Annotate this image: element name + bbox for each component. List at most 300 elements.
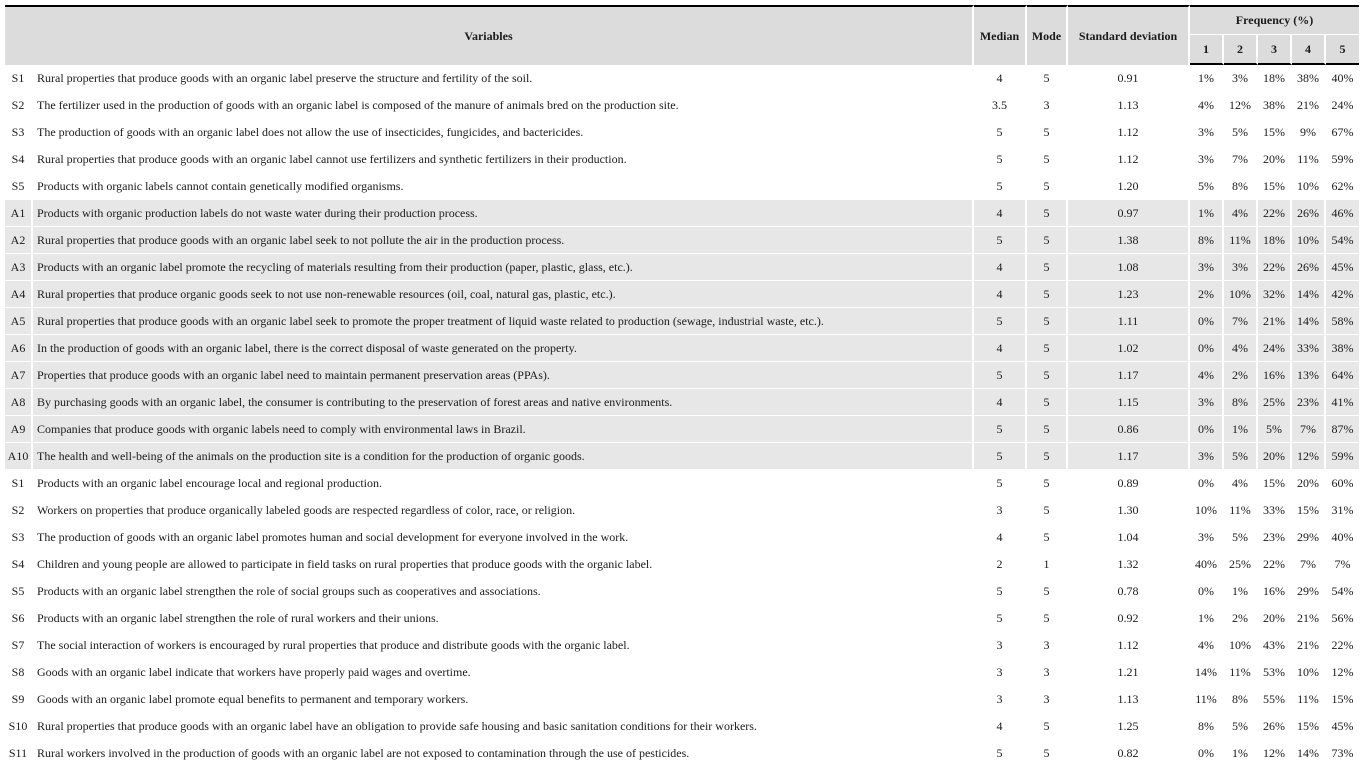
frequency-3: 24%: [1258, 335, 1292, 362]
frequency-3: 15%: [1258, 173, 1292, 200]
median-value: 4: [974, 389, 1027, 416]
frequency-1: 4%: [1190, 362, 1224, 389]
frequency-3: 16%: [1258, 362, 1292, 389]
median-value: 5: [974, 308, 1027, 335]
frequency-3: 5%: [1258, 416, 1292, 443]
frequency-1: 4%: [1190, 632, 1224, 659]
sd-value: 0.82: [1068, 740, 1190, 767]
header-scale-3: 3: [1258, 34, 1292, 65]
median-value: 5: [974, 605, 1027, 632]
frequency-3: 18%: [1258, 227, 1292, 254]
mode-value: 5: [1027, 605, 1068, 632]
frequency-3: 20%: [1258, 605, 1292, 632]
sd-value: 1.15: [1068, 389, 1190, 416]
table-row: [5, 65, 1359, 92]
frequency-3: 18%: [1258, 65, 1292, 92]
frequency-2: 10%: [1224, 281, 1258, 308]
frequency-1: 0%: [1190, 740, 1224, 767]
frequency-5: 60%: [1326, 470, 1359, 497]
variable-id: A7: [5, 362, 33, 389]
frequency-5: 58%: [1326, 308, 1359, 335]
median-value: 4: [974, 65, 1027, 92]
sd-value: 1.23: [1068, 281, 1190, 308]
median-value: 3.5: [974, 92, 1027, 119]
median-value: 5: [974, 443, 1027, 470]
frequency-2: 11%: [1224, 659, 1258, 686]
mode-value: 5: [1027, 173, 1068, 200]
sd-value: 0.89: [1068, 470, 1190, 497]
frequency-4: 7%: [1292, 551, 1326, 578]
variable-text: Products with an organic label strengthen the role of rural workers and their unions.: [33, 605, 974, 632]
frequency-3: 32%: [1258, 281, 1292, 308]
variable-id: S6: [5, 605, 33, 632]
variable-id: A5: [5, 308, 33, 335]
variable-text: The fertilizer used in the production of goods with an organic label is composed of the manure of animals bred on the production site.: [33, 92, 974, 119]
sd-value: 1.12: [1068, 119, 1190, 146]
median-value: 5: [974, 173, 1027, 200]
frequency-3: 23%: [1258, 524, 1292, 551]
frequency-1: 14%: [1190, 659, 1224, 686]
table-row: [5, 362, 1359, 389]
variable-id: S4: [5, 551, 33, 578]
frequency-1: 5%: [1190, 173, 1224, 200]
frequency-5: 59%: [1326, 146, 1359, 173]
frequency-3: 43%: [1258, 632, 1292, 659]
frequency-1: 0%: [1190, 335, 1224, 362]
variable-id: S3: [5, 119, 33, 146]
sd-value: 1.02: [1068, 335, 1190, 362]
frequency-1: 0%: [1190, 308, 1224, 335]
variable-id: A6: [5, 335, 33, 362]
frequency-4: 29%: [1292, 524, 1326, 551]
frequency-4: 10%: [1292, 659, 1326, 686]
frequency-4: 13%: [1292, 362, 1326, 389]
table-row: [5, 200, 1359, 227]
variable-id: S5: [5, 173, 33, 200]
sd-value: 1.21: [1068, 659, 1190, 686]
median-value: 4: [974, 254, 1027, 281]
sd-value: 1.20: [1068, 173, 1190, 200]
frequency-2: 12%: [1224, 92, 1258, 119]
frequency-2: 7%: [1224, 146, 1258, 173]
table-row: [5, 92, 1359, 119]
median-value: 5: [974, 119, 1027, 146]
frequency-4: 14%: [1292, 740, 1326, 767]
header-variables: Variables: [5, 5, 974, 65]
frequency-3: 15%: [1258, 119, 1292, 146]
frequency-1: 0%: [1190, 470, 1224, 497]
sd-value: 0.78: [1068, 578, 1190, 605]
variable-text: The health and well-being of the animals on the production site is a condition for the production of organic goods.: [33, 443, 974, 470]
frequency-1: 8%: [1190, 713, 1224, 740]
frequency-5: 40%: [1326, 524, 1359, 551]
frequency-5: 59%: [1326, 443, 1359, 470]
table-row: [5, 605, 1359, 632]
table-row: [5, 254, 1359, 281]
table-row: [5, 389, 1359, 416]
frequency-1: 10%: [1190, 497, 1224, 524]
frequency-2: 2%: [1224, 362, 1258, 389]
frequency-3: 15%: [1258, 470, 1292, 497]
median-value: 4: [974, 281, 1027, 308]
table-row: [5, 578, 1359, 605]
median-value: 5: [974, 578, 1027, 605]
frequency-5: 45%: [1326, 254, 1359, 281]
frequency-3: 20%: [1258, 443, 1292, 470]
sd-value: 1.17: [1068, 443, 1190, 470]
mode-value: 1: [1027, 551, 1068, 578]
mode-value: 5: [1027, 119, 1068, 146]
mode-value: 5: [1027, 254, 1068, 281]
frequency-5: 45%: [1326, 713, 1359, 740]
frequency-4: 15%: [1292, 713, 1326, 740]
frequency-4: 14%: [1292, 308, 1326, 335]
frequency-5: 24%: [1326, 92, 1359, 119]
frequency-4: 14%: [1292, 281, 1326, 308]
sd-value: 1.11: [1068, 308, 1190, 335]
table-row: [5, 713, 1359, 740]
frequency-5: 67%: [1326, 119, 1359, 146]
frequency-4: 29%: [1292, 578, 1326, 605]
frequency-1: 1%: [1190, 605, 1224, 632]
frequency-4: 7%: [1292, 416, 1326, 443]
frequency-4: 21%: [1292, 92, 1326, 119]
sd-value: 1.32: [1068, 551, 1190, 578]
frequency-1: 3%: [1190, 119, 1224, 146]
sd-value: 1.12: [1068, 632, 1190, 659]
variable-text: Children and young people are allowed to participate in field tasks on rural properties that produce goods with the organic label.: [33, 551, 974, 578]
header-standard-deviation: Standard deviation: [1068, 5, 1190, 65]
table-row: [5, 470, 1359, 497]
frequency-4: 38%: [1292, 65, 1326, 92]
variable-text: The production of goods with an organic label does not allow the use of insecticides, fungicides, and bactericides.: [33, 119, 974, 146]
median-value: 3: [974, 497, 1027, 524]
variable-id: A9: [5, 416, 33, 443]
variable-id: S1: [5, 65, 33, 92]
variable-text: Rural properties that produce goods with an organic label have an obligation to provide safe housing and basic sanitation conditions for their workers.: [33, 713, 974, 740]
header-scale-5: 5: [1326, 34, 1359, 65]
variable-id: S2: [5, 497, 33, 524]
variable-text: Products with organic labels cannot contain genetically modified organisms.: [33, 173, 974, 200]
frequency-3: 55%: [1258, 686, 1292, 713]
variable-text: Goods with an organic label indicate that workers have properly paid wages and overtime.: [33, 659, 974, 686]
frequency-2: 2%: [1224, 605, 1258, 632]
mode-value: 3: [1027, 659, 1068, 686]
frequency-5: 7%: [1326, 551, 1359, 578]
frequency-4: 11%: [1292, 146, 1326, 173]
statistics-table: [5, 5, 1359, 767]
variable-id: A4: [5, 281, 33, 308]
frequency-5: 42%: [1326, 281, 1359, 308]
variable-text: The production of goods with an organic label promotes human and social development for everyone involved in the work.: [33, 524, 974, 551]
frequency-3: 26%: [1258, 713, 1292, 740]
table-row: [5, 227, 1359, 254]
mode-value: 5: [1027, 713, 1068, 740]
variable-text: Products with an organic label strengthen the role of social groups such as cooperatives and associations.: [33, 578, 974, 605]
variable-text: In the production of goods with an organic label, there is the correct disposal of waste generated on the property.: [33, 335, 974, 362]
frequency-1: 4%: [1190, 92, 1224, 119]
variable-text: Rural workers involved in the production of goods with an organic label are not exposed to contamination through the use of pesticides.: [33, 740, 974, 767]
table-row: [5, 173, 1359, 200]
variable-id: A1: [5, 200, 33, 227]
variable-id: S10: [5, 713, 33, 740]
variable-id: S7: [5, 632, 33, 659]
sd-value: 0.91: [1068, 65, 1190, 92]
table-row: [5, 551, 1359, 578]
variable-id: A2: [5, 227, 33, 254]
frequency-1: 8%: [1190, 227, 1224, 254]
frequency-4: 9%: [1292, 119, 1326, 146]
frequency-3: 20%: [1258, 146, 1292, 173]
frequency-5: 38%: [1326, 335, 1359, 362]
median-value: 3: [974, 659, 1027, 686]
frequency-1: 40%: [1190, 551, 1224, 578]
mode-value: 5: [1027, 227, 1068, 254]
sd-value: 1.38: [1068, 227, 1190, 254]
frequency-5: 54%: [1326, 578, 1359, 605]
sd-value: 1.13: [1068, 686, 1190, 713]
frequency-5: 40%: [1326, 65, 1359, 92]
frequency-1: 1%: [1190, 65, 1224, 92]
mode-value: 3: [1027, 92, 1068, 119]
frequency-2: 4%: [1224, 200, 1258, 227]
frequency-2: 5%: [1224, 524, 1258, 551]
frequency-2: 8%: [1224, 173, 1258, 200]
frequency-5: 41%: [1326, 389, 1359, 416]
frequency-4: 11%: [1292, 686, 1326, 713]
frequency-3: 21%: [1258, 308, 1292, 335]
variable-id: S8: [5, 659, 33, 686]
variable-text: Products with an organic label promote the recycling of materials resulting from their production (paper, plastic, glass, etc.).: [33, 254, 974, 281]
median-value: 5: [974, 227, 1027, 254]
frequency-2: 11%: [1224, 227, 1258, 254]
frequency-2: 8%: [1224, 389, 1258, 416]
frequency-4: 26%: [1292, 200, 1326, 227]
sd-value: 1.04: [1068, 524, 1190, 551]
variable-id: S4: [5, 146, 33, 173]
frequency-2: 8%: [1224, 686, 1258, 713]
frequency-3: 33%: [1258, 497, 1292, 524]
frequency-5: 46%: [1326, 200, 1359, 227]
variable-id: A10: [5, 443, 33, 470]
variable-text: By purchasing goods with an organic label, the consumer is contributing to the preservation of forest areas and native environments.: [33, 389, 974, 416]
frequency-4: 26%: [1292, 254, 1326, 281]
frequency-1: 1%: [1190, 200, 1224, 227]
frequency-5: 31%: [1326, 497, 1359, 524]
table-row: [5, 416, 1359, 443]
median-value: 3: [974, 632, 1027, 659]
frequency-2: 5%: [1224, 119, 1258, 146]
table-row: [5, 497, 1359, 524]
median-value: 4: [974, 335, 1027, 362]
median-value: 5: [974, 470, 1027, 497]
mode-value: 5: [1027, 200, 1068, 227]
frequency-4: 33%: [1292, 335, 1326, 362]
frequency-1: 3%: [1190, 146, 1224, 173]
variable-id: S1: [5, 470, 33, 497]
variable-id: S2: [5, 92, 33, 119]
frequency-3: 38%: [1258, 92, 1292, 119]
header-mode: Mode: [1027, 5, 1068, 65]
frequency-2: 5%: [1224, 713, 1258, 740]
table-row: [5, 335, 1359, 362]
median-value: 5: [974, 416, 1027, 443]
frequency-4: 12%: [1292, 443, 1326, 470]
frequency-4: 10%: [1292, 227, 1326, 254]
variable-text: Rural properties that produce organic goods seek to not use non-renewable resources (oil, coal, natural gas, plastic, etc.).: [33, 281, 974, 308]
mode-value: 5: [1027, 65, 1068, 92]
frequency-2: 4%: [1224, 335, 1258, 362]
sd-value: 1.30: [1068, 497, 1190, 524]
variable-text: Properties that produce goods with an organic label need to maintain permanent preservation areas (PPAs).: [33, 362, 974, 389]
sd-value: 1.25: [1068, 713, 1190, 740]
frequency-5: 15%: [1326, 686, 1359, 713]
mode-value: 5: [1027, 443, 1068, 470]
variable-id: A8: [5, 389, 33, 416]
frequency-2: 25%: [1224, 551, 1258, 578]
frequency-2: 11%: [1224, 497, 1258, 524]
frequency-5: 12%: [1326, 659, 1359, 686]
table-row: [5, 308, 1359, 335]
median-value: 3: [974, 686, 1027, 713]
frequency-5: 22%: [1326, 632, 1359, 659]
frequency-5: 62%: [1326, 173, 1359, 200]
variable-text: Goods with an organic label promote equal benefits to permanent and temporary workers.: [33, 686, 974, 713]
mode-value: 5: [1027, 335, 1068, 362]
frequency-3: 22%: [1258, 551, 1292, 578]
table-row: [5, 524, 1359, 551]
variable-text: Products with organic production labels do not waste water during their production process.: [33, 200, 974, 227]
mode-value: 5: [1027, 281, 1068, 308]
frequency-1: 3%: [1190, 254, 1224, 281]
median-value: 5: [974, 740, 1027, 767]
frequency-3: 12%: [1258, 740, 1292, 767]
frequency-4: 23%: [1292, 389, 1326, 416]
mode-value: 5: [1027, 470, 1068, 497]
table-row: [5, 119, 1359, 146]
frequency-5: 56%: [1326, 605, 1359, 632]
mode-value: 3: [1027, 686, 1068, 713]
mode-value: 5: [1027, 497, 1068, 524]
frequency-3: 53%: [1258, 659, 1292, 686]
frequency-1: 3%: [1190, 443, 1224, 470]
frequency-2: 1%: [1224, 416, 1258, 443]
sd-value: 0.97: [1068, 200, 1190, 227]
table-row: [5, 659, 1359, 686]
table-header: [5, 5, 1359, 65]
frequency-1: 0%: [1190, 416, 1224, 443]
frequency-3: 16%: [1258, 578, 1292, 605]
header-scale-4: 4: [1292, 34, 1326, 65]
variable-id: S9: [5, 686, 33, 713]
mode-value: 5: [1027, 362, 1068, 389]
header-scale-1: 1: [1190, 34, 1224, 65]
frequency-1: 3%: [1190, 389, 1224, 416]
statistics-table-container: [5, 5, 1359, 767]
sd-value: 1.12: [1068, 146, 1190, 173]
frequency-2: 4%: [1224, 470, 1258, 497]
frequency-4: 10%: [1292, 173, 1326, 200]
mode-value: 5: [1027, 524, 1068, 551]
frequency-5: 64%: [1326, 362, 1359, 389]
variable-text: Rural properties that produce goods with an organic label seek to promote the proper treatment of liquid waste related to production (sewage, industrial waste, etc.).: [33, 308, 974, 335]
mode-value: 5: [1027, 578, 1068, 605]
sd-value: 0.86: [1068, 416, 1190, 443]
variable-text: The social interaction of workers is encouraged by rural properties that produce and distribute goods with the organic label.: [33, 632, 974, 659]
median-value: 4: [974, 524, 1027, 551]
variable-text: Companies that produce goods with organic labels need to comply with environmental laws in Brazil.: [33, 416, 974, 443]
frequency-3: 22%: [1258, 200, 1292, 227]
frequency-5: 54%: [1326, 227, 1359, 254]
variable-text: Rural properties that produce goods with an organic label cannot use fertilizers and synthetic fertilizers in their production.: [33, 146, 974, 173]
frequency-2: 3%: [1224, 254, 1258, 281]
frequency-1: 3%: [1190, 524, 1224, 551]
frequency-2: 5%: [1224, 443, 1258, 470]
sd-value: 1.08: [1068, 254, 1190, 281]
sd-value: 1.17: [1068, 362, 1190, 389]
table-row: [5, 632, 1359, 659]
mode-value: 3: [1027, 632, 1068, 659]
sd-value: 1.13: [1068, 92, 1190, 119]
frequency-2: 1%: [1224, 578, 1258, 605]
variable-id: S5: [5, 578, 33, 605]
variable-text: Rural properties that produce goods with an organic label seek to not pollute the air in the production process.: [33, 227, 974, 254]
header-scale-2: 2: [1224, 34, 1258, 65]
table-body: [5, 65, 1359, 767]
mode-value: 5: [1027, 146, 1068, 173]
sd-value: 0.92: [1068, 605, 1190, 632]
frequency-1: 11%: [1190, 686, 1224, 713]
frequency-4: 21%: [1292, 632, 1326, 659]
frequency-4: 15%: [1292, 497, 1326, 524]
frequency-2: 7%: [1224, 308, 1258, 335]
mode-value: 5: [1027, 416, 1068, 443]
frequency-2: 1%: [1224, 740, 1258, 767]
median-value: 4: [974, 200, 1027, 227]
mode-value: 5: [1027, 389, 1068, 416]
table-row: [5, 146, 1359, 173]
table-row: [5, 686, 1359, 713]
variable-id: S11: [5, 740, 33, 767]
variable-text: Products with an organic label encourage local and regional production.: [33, 470, 974, 497]
table-row: [5, 740, 1359, 767]
variable-text: Workers on properties that produce organically labeled goods are respected regardless of color, race, or religion.: [33, 497, 974, 524]
frequency-2: 3%: [1224, 65, 1258, 92]
frequency-4: 20%: [1292, 470, 1326, 497]
variable-text: Rural properties that produce goods with an organic label preserve the structure and fertility of the soil.: [33, 65, 974, 92]
frequency-2: 10%: [1224, 632, 1258, 659]
median-value: 5: [974, 146, 1027, 173]
frequency-1: 0%: [1190, 578, 1224, 605]
median-value: 4: [974, 713, 1027, 740]
variable-id: A3: [5, 254, 33, 281]
frequency-3: 22%: [1258, 254, 1292, 281]
median-value: 5: [974, 362, 1027, 389]
frequency-5: 87%: [1326, 416, 1359, 443]
variable-id: S3: [5, 524, 33, 551]
frequency-1: 2%: [1190, 281, 1224, 308]
frequency-3: 25%: [1258, 389, 1292, 416]
mode-value: 5: [1027, 308, 1068, 335]
header-frequency: Frequency (%): [1190, 5, 1359, 34]
frequency-5: 73%: [1326, 740, 1359, 767]
table-row: [5, 281, 1359, 308]
table-row: [5, 443, 1359, 470]
median-value: 2: [974, 551, 1027, 578]
frequency-4: 21%: [1292, 605, 1326, 632]
header-median: Median: [974, 5, 1027, 65]
mode-value: 5: [1027, 740, 1068, 767]
